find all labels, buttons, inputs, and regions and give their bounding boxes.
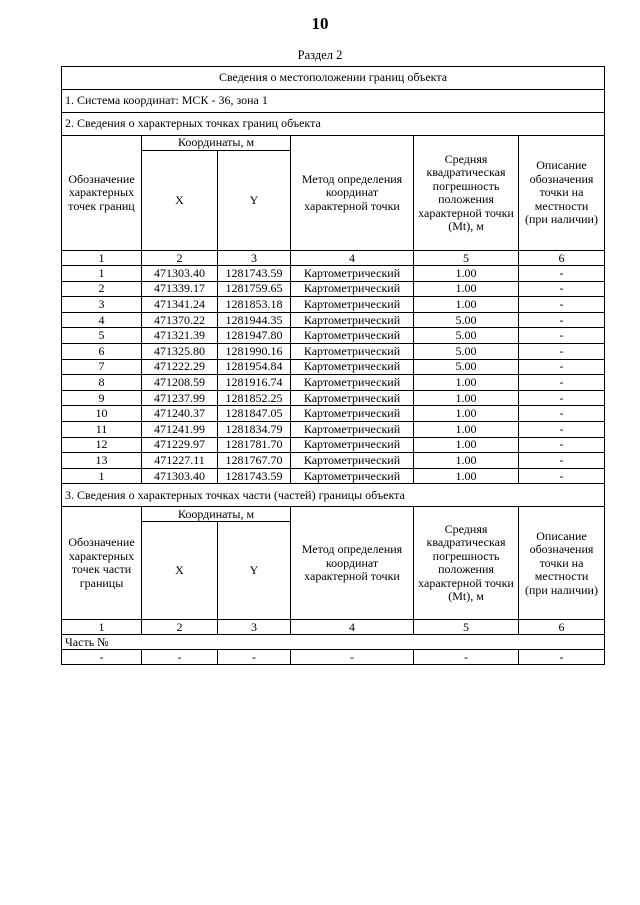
point-id-cell: 13 [62,453,142,469]
description-cell: - [519,266,605,282]
table-row [62,312,605,328]
table-row [62,359,605,375]
x-cell: 471237.99 [142,390,218,406]
x-cell: 471227.11 [142,453,218,469]
empty-cell: - [519,650,605,665]
point-id-cell: 4 [62,312,142,328]
column-number: 2 [142,620,218,635]
empty-cell: - [62,650,142,665]
method-cell: Картометрический [291,406,414,422]
table-row [62,281,605,297]
page-number: 10 [311,14,329,33]
section-label: Раздел 2 [297,48,343,62]
mt-cell: 1.00 [414,453,519,469]
y-cell: 1281852.25 [218,390,291,406]
point-id-cell: 12 [62,437,142,453]
mt-cell: 1.00 [414,266,519,282]
empty-cell: - [291,650,414,665]
x-cell: 471303.40 [142,468,218,484]
description-cell: - [519,421,605,437]
header-x: X [142,151,218,251]
description-cell: - [519,453,605,469]
x-cell: 471229.97 [142,437,218,453]
description-cell: - [519,390,605,406]
column-number: 4 [291,620,414,635]
table-row [62,328,605,344]
empty-cell: - [142,650,218,665]
column-number: 1 [62,251,142,266]
description-cell: - [519,437,605,453]
y-cell: 1281834.79 [218,421,291,437]
method-cell: Картометрический [291,266,414,282]
parts-header-description: Описание обозначения точки на местности (при наличии) [519,507,605,620]
table-row [62,343,605,359]
mt-cell: 5.00 [414,312,519,328]
mt-cell: 1.00 [414,421,519,437]
table-row [62,421,605,437]
point-id-cell: 1 [62,468,142,484]
mt-cell: 1.00 [414,281,519,297]
y-cell: 1281990.16 [218,343,291,359]
y-cell: 1281954.84 [218,359,291,375]
y-cell: 1281743.59 [218,266,291,282]
point-id-cell: 6 [62,343,142,359]
x-cell: 471321.39 [142,328,218,344]
mt-cell: 1.00 [414,390,519,406]
parts-header-coordinates: Координаты, м [142,507,291,522]
table-row [62,453,605,469]
method-cell: Картометрический [291,359,414,375]
empty-cell: - [414,650,519,665]
parts-header-method: Метод определения координат характерной точки [291,507,414,620]
x-cell: 471208.59 [142,375,218,391]
y-cell: 1281853.18 [218,297,291,313]
point-id-cell: 3 [62,297,142,313]
parts-header-error: Средняя квадратическая погрешность положения характерной точки (Mt), м [414,507,519,620]
description-cell: - [519,312,605,328]
y-cell: 1281781.70 [218,437,291,453]
header-error: Средняя квадратическая погрешность положения характерной точки (Mt), м [414,136,519,251]
column-number: 4 [291,251,414,266]
header-y: Y [218,151,291,251]
header-coordinates: Координаты, м [142,136,291,151]
mt-cell: 5.00 [414,359,519,375]
table-row [62,297,605,313]
point-id-cell: 1 [62,266,142,282]
method-cell: Картометрический [291,328,414,344]
method-cell: Картометрический [291,437,414,453]
method-cell: Картометрический [291,375,414,391]
column-number: 6 [519,251,605,266]
mt-cell: 1.00 [414,297,519,313]
description-cell: - [519,375,605,391]
point-id-cell: 9 [62,390,142,406]
description-cell: - [519,406,605,422]
y-cell: 1281743.59 [218,468,291,484]
table-row [62,468,605,484]
points-section-title: 2. Сведения о характерных точках границ объекта [62,113,605,136]
description-cell: - [519,281,605,297]
boundary-table [61,66,605,665]
point-id-cell: 2 [62,281,142,297]
description-cell: - [519,297,605,313]
point-id-cell: 5 [62,328,142,344]
x-cell: 471241.99 [142,421,218,437]
column-number: 5 [414,251,519,266]
description-cell: - [519,343,605,359]
description-cell: - [519,359,605,375]
method-cell: Картометрический [291,421,414,437]
header-designation: Обозначение характерных точек границ [62,136,142,251]
method-cell: Картометрический [291,343,414,359]
point-id-cell: 11 [62,421,142,437]
mt-cell: 1.00 [414,468,519,484]
x-cell: 471303.40 [142,266,218,282]
header-description: Описание обозначения точки на местности (при наличии) [519,136,605,251]
x-cell: 471339.17 [142,281,218,297]
method-cell: Картометрический [291,281,414,297]
column-number: 3 [218,620,291,635]
y-cell: 1281759.65 [218,281,291,297]
point-id-cell: 8 [62,375,142,391]
table-row [62,406,605,422]
y-cell: 1281947.80 [218,328,291,344]
method-cell: Картометрический [291,312,414,328]
method-cell: Картометрический [291,453,414,469]
y-cell: 1281767.70 [218,453,291,469]
parts-header-x: X [142,522,218,620]
table-row [62,390,605,406]
parts-empty-row [62,650,605,665]
parts-header-y: Y [218,522,291,620]
table-row [62,266,605,282]
x-cell: 471341.24 [142,297,218,313]
column-number: 2 [142,251,218,266]
x-cell: 471370.22 [142,312,218,328]
mt-cell: 1.00 [414,437,519,453]
part-label: Часть № [62,635,605,650]
y-cell: 1281944.35 [218,312,291,328]
coord-system: 1. Система координат: МСК - 36, зона 1 [62,90,605,113]
method-cell: Картометрический [291,390,414,406]
mt-cell: 1.00 [414,375,519,391]
y-cell: 1281847.05 [218,406,291,422]
mt-cell: 5.00 [414,343,519,359]
parts-section-title: 3. Сведения о характерных точках части (частей) границы объекта [62,484,605,507]
mt-cell: 1.00 [414,406,519,422]
description-cell: - [519,328,605,344]
mt-cell: 5.00 [414,328,519,344]
y-cell: 1281916.74 [218,375,291,391]
x-cell: 471240.37 [142,406,218,422]
point-id-cell: 10 [62,406,142,422]
column-number: 3 [218,251,291,266]
table-title: Сведения о местоположении границ объекта [62,67,605,90]
method-cell: Картометрический [291,468,414,484]
column-number: 6 [519,620,605,635]
parts-column-numbers-row [62,620,605,635]
parts-header-designation: Обозначение характерных точек части границы [62,507,142,620]
point-id-cell: 7 [62,359,142,375]
column-numbers-row [62,251,605,266]
points-rows [62,266,605,484]
x-cell: 471325.80 [142,343,218,359]
method-cell: Картометрический [291,297,414,313]
table-row [62,437,605,453]
column-number: 5 [414,620,519,635]
header-method: Метод определения координат характерной точки [291,136,414,251]
description-cell: - [519,468,605,484]
empty-cell: - [218,650,291,665]
column-number: 1 [62,620,142,635]
x-cell: 471222.29 [142,359,218,375]
table-row [62,375,605,391]
